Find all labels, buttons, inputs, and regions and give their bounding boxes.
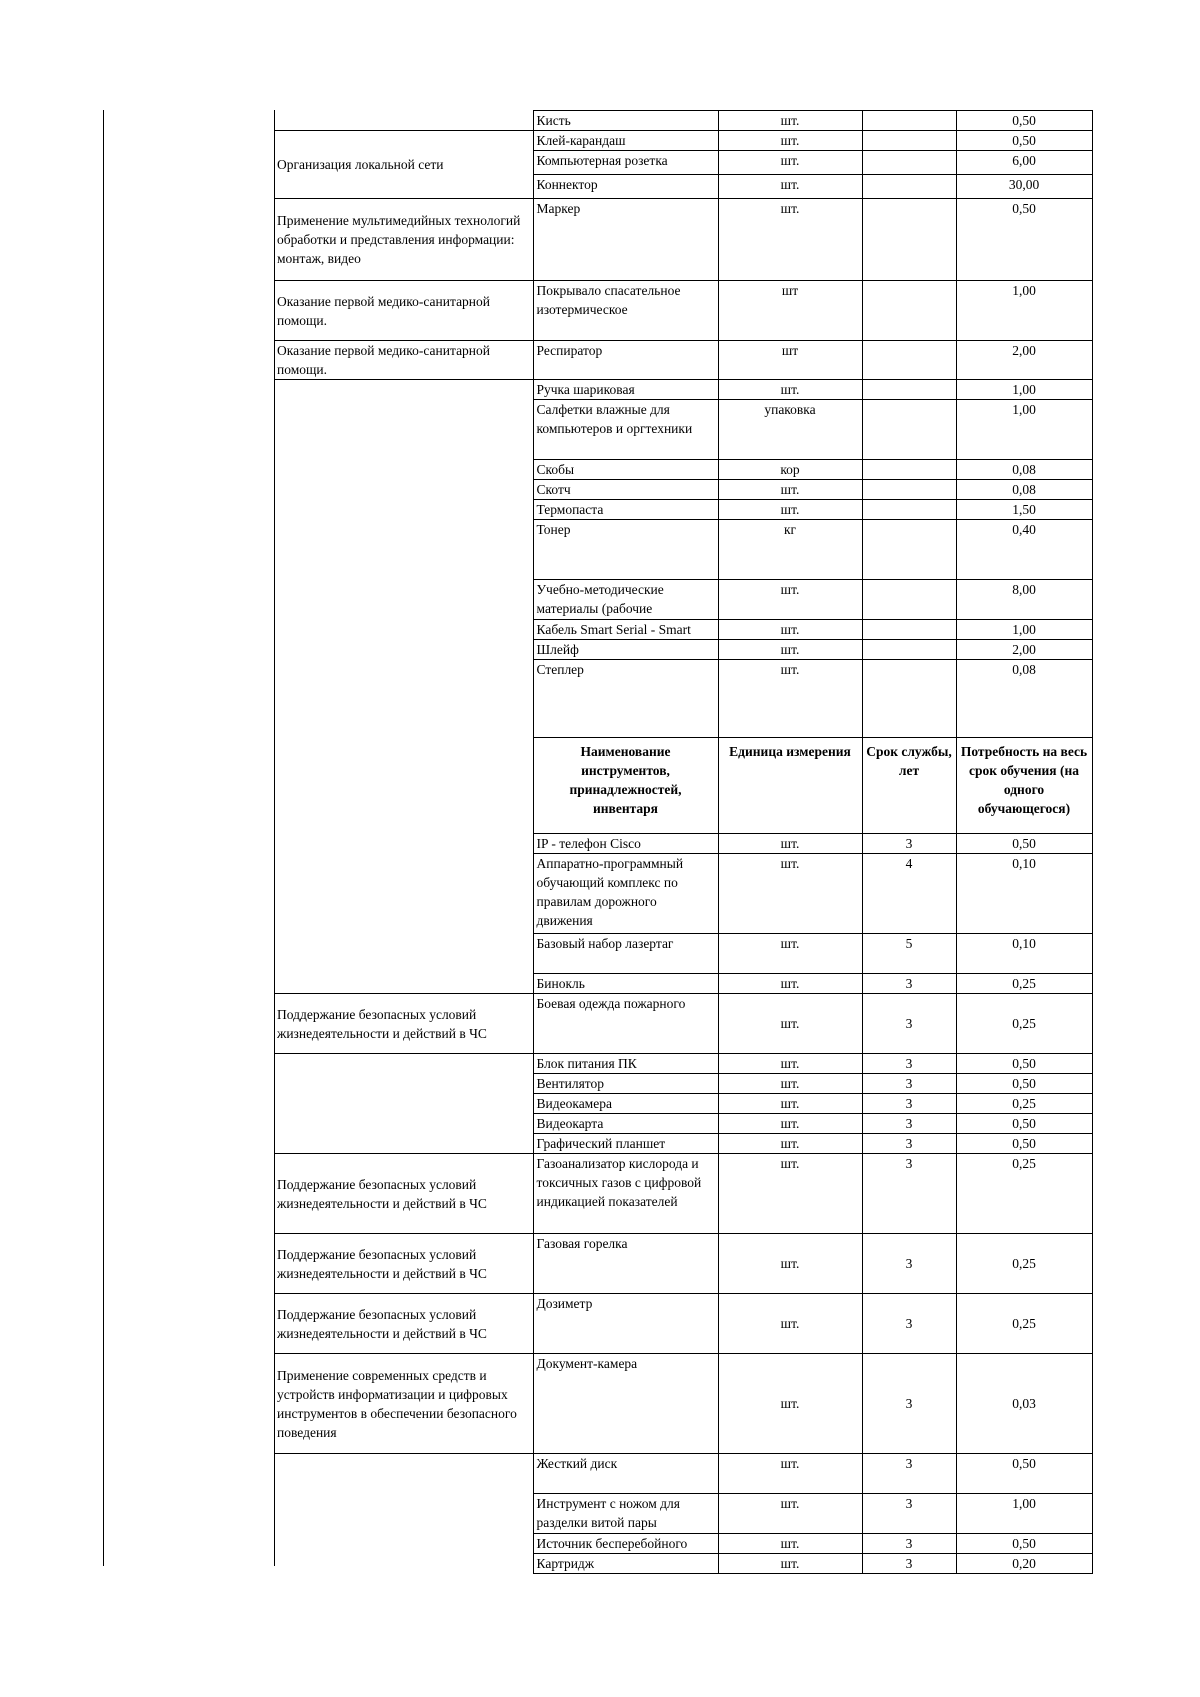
unit-cell: шт. xyxy=(718,480,862,500)
activity-cell: Применение мультимедийных технологий обработки и представления информации: монтаж, видео xyxy=(274,199,533,281)
item-name-cell: Степлер xyxy=(533,660,718,738)
activity-cell: Организация локальной сети xyxy=(274,131,533,199)
unit-cell: шт. xyxy=(718,1534,862,1554)
requirement-cell: 0,50 xyxy=(956,1534,1092,1554)
unit-cell: шт. xyxy=(718,1354,862,1454)
item-name-cell: Маркер xyxy=(533,199,718,281)
service-life-cell xyxy=(862,281,956,341)
item-name-cell: Инструмент с ножом для разделки витой пары xyxy=(533,1494,718,1534)
item-name-cell: Боевая одежда пожарного xyxy=(533,994,718,1054)
item-name-cell: Бинокль xyxy=(533,974,718,994)
item-name-cell: Видеокамера xyxy=(533,1094,718,1114)
requirement-cell: 0,40 xyxy=(956,520,1092,580)
requirement-cell: 2,00 xyxy=(956,640,1092,660)
service-life-cell: Срок службы, лет xyxy=(862,738,956,834)
item-name-cell: Жесткий диск xyxy=(533,1454,718,1494)
service-life-cell xyxy=(862,640,956,660)
service-life-cell xyxy=(862,480,956,500)
service-life-cell xyxy=(862,131,956,151)
unit-cell: шт. xyxy=(718,131,862,151)
item-name-cell: Кабель Smart Serial - Smart xyxy=(533,620,718,640)
unit-cell: шт. xyxy=(718,1074,862,1094)
requirement-cell: 1,00 xyxy=(956,380,1092,400)
requirement-cell: 0,50 xyxy=(956,1074,1092,1094)
unit-cell: шт. xyxy=(718,151,862,175)
requirement-cell: 0,25 xyxy=(956,1094,1092,1114)
item-name-cell: Покрывало спасательное изотермическое xyxy=(533,281,718,341)
service-life-cell xyxy=(862,380,956,400)
item-name-cell: Картридж xyxy=(533,1554,718,1574)
requirement-cell: 0,08 xyxy=(956,460,1092,480)
table-row xyxy=(274,1454,1092,1494)
requirement-cell: 0,50 xyxy=(956,1454,1092,1494)
item-name-cell: Вентилятор xyxy=(533,1074,718,1094)
requirement-cell: 0,50 xyxy=(956,1114,1092,1134)
activity-cell: Поддержание безопасных условий жизнедеятельности и действий в ЧС xyxy=(274,1294,533,1354)
requirement-cell: 30,00 xyxy=(956,175,1092,199)
table-row xyxy=(274,281,1092,341)
requirement-cell: Потребность на весь срок обучения (на одного обучающегося) xyxy=(956,738,1092,834)
item-name-cell: Видеокарта xyxy=(533,1114,718,1134)
activity-cell: Поддержание безопасных условий жизнедеятельности и действий в ЧС xyxy=(274,1234,533,1294)
item-name-cell: Документ-камера xyxy=(533,1354,718,1454)
service-life-cell: 3 xyxy=(862,1234,956,1294)
requirement-cell: 8,00 xyxy=(956,580,1092,620)
unit-cell: шт. xyxy=(718,1094,862,1114)
service-life-cell: 3 xyxy=(862,974,956,994)
activity-cell xyxy=(274,111,533,131)
activity-cell xyxy=(274,1054,533,1154)
service-life-cell xyxy=(862,620,956,640)
unit-cell: шт. xyxy=(718,974,862,994)
service-life-cell xyxy=(862,341,956,380)
service-life-cell: 3 xyxy=(862,1054,956,1074)
requirement-cell: 1,00 xyxy=(956,281,1092,341)
requirement-cell: 1,50 xyxy=(956,500,1092,520)
table-row xyxy=(274,131,1092,151)
requirement-cell: 1,00 xyxy=(956,620,1092,640)
service-life-cell xyxy=(862,199,956,281)
requirement-cell: 0,50 xyxy=(956,199,1092,281)
item-name-cell: Ручка шариковая xyxy=(533,380,718,400)
unit-cell: шт. xyxy=(718,175,862,199)
unit-cell: шт. xyxy=(718,1234,862,1294)
table-row xyxy=(274,1234,1092,1294)
service-life-cell: 3 xyxy=(862,1294,956,1354)
unit-cell: шт. xyxy=(718,1154,862,1234)
table-row xyxy=(274,1354,1092,1454)
item-name-cell: Дозиметр xyxy=(533,1294,718,1354)
service-life-cell: 3 xyxy=(862,1134,956,1154)
activity-cell: Поддержание безопасных условий жизнедеятельности и действий в ЧС xyxy=(274,994,533,1054)
service-life-cell xyxy=(862,151,956,175)
requirement-cell: 1,00 xyxy=(956,400,1092,460)
item-name-cell: Графический планшет xyxy=(533,1134,718,1154)
table-row xyxy=(274,1154,1092,1234)
unit-cell: шт. xyxy=(718,934,862,974)
requirement-cell: 0,25 xyxy=(956,1234,1092,1294)
service-life-cell: 3 xyxy=(862,834,956,854)
unit-cell: Единица измерения xyxy=(718,738,862,834)
requirement-cell: 0,50 xyxy=(956,834,1092,854)
item-name-cell: Респиратор xyxy=(533,341,718,380)
service-life-cell: 3 xyxy=(862,1494,956,1534)
requirement-cell: 0,08 xyxy=(956,660,1092,738)
unit-cell: шт. xyxy=(718,1114,862,1134)
item-name-cell: Скобы xyxy=(533,460,718,480)
item-name-cell: Тонер xyxy=(533,520,718,580)
unit-cell: шт. xyxy=(718,1054,862,1074)
item-name-cell: Кисть xyxy=(533,111,718,131)
service-life-cell: 3 xyxy=(862,1534,956,1554)
requirement-cell: 0,25 xyxy=(956,974,1092,994)
item-name-cell: Учебно-методические материалы (рабочие xyxy=(533,580,718,620)
unit-cell: шт. xyxy=(718,111,862,131)
service-life-cell xyxy=(862,520,956,580)
service-life-cell: 3 xyxy=(862,1154,956,1234)
requirement-cell: 0,10 xyxy=(956,934,1092,974)
requirement-cell: 0,25 xyxy=(956,1154,1092,1234)
item-name-cell: IP - телефон Cisco xyxy=(533,834,718,854)
unit-cell: шт xyxy=(718,341,862,380)
table-row xyxy=(274,994,1092,1054)
item-name-cell: Газоанализатор кислорода и токсичных газов с цифровой индикацией показателей xyxy=(533,1154,718,1234)
table-row xyxy=(274,199,1092,281)
item-name-cell: Блок питания ПК xyxy=(533,1054,718,1074)
unit-cell: шт. xyxy=(718,660,862,738)
service-life-cell: 3 xyxy=(862,1454,956,1494)
requirement-cell: 6,00 xyxy=(956,151,1092,175)
unit-cell: шт. xyxy=(718,1294,862,1354)
item-name-cell: Базовый набор лазертаг xyxy=(533,934,718,974)
table-row xyxy=(274,1294,1092,1354)
unit-cell: кг xyxy=(718,520,862,580)
unit-cell: шт. xyxy=(718,1134,862,1154)
service-life-cell xyxy=(862,660,956,738)
unit-cell: шт. xyxy=(718,994,862,1054)
service-life-cell: 3 xyxy=(862,1554,956,1574)
service-life-cell: 5 xyxy=(862,934,956,974)
service-life-cell: 3 xyxy=(862,1094,956,1114)
unit-cell: шт. xyxy=(718,620,862,640)
service-life-cell: 3 xyxy=(862,1114,956,1134)
item-name-cell: Источник бесперебойного xyxy=(533,1534,718,1554)
left-margin-line xyxy=(103,110,104,1566)
unit-cell: упаковка xyxy=(718,400,862,460)
table-row xyxy=(274,111,1092,131)
requirement-cell: 0,50 xyxy=(956,1054,1092,1074)
unit-cell: шт. xyxy=(718,640,862,660)
requirement-cell: 0,50 xyxy=(956,131,1092,151)
item-name-cell: Скотч xyxy=(533,480,718,500)
requirement-cell: 0,25 xyxy=(956,1294,1092,1354)
unit-cell: шт. xyxy=(718,380,862,400)
activity-cell xyxy=(274,380,533,994)
unit-cell: шт. xyxy=(718,1494,862,1534)
service-life-cell: 3 xyxy=(862,1074,956,1094)
activity-cell: Поддержание безопасных условий жизнедеятельности и действий в ЧС xyxy=(274,1154,533,1234)
unit-cell: шт. xyxy=(718,1554,862,1574)
requirement-cell: 0,20 xyxy=(956,1554,1092,1574)
requirement-cell: 0,50 xyxy=(956,1134,1092,1154)
requirement-cell: 2,00 xyxy=(956,341,1092,380)
service-life-cell xyxy=(862,500,956,520)
table-row xyxy=(274,1054,1092,1074)
requirement-cell: 1,00 xyxy=(956,1494,1092,1534)
item-name-cell: Газовая горелка xyxy=(533,1234,718,1294)
item-name-cell: Коннектор xyxy=(533,175,718,199)
unit-cell: шт. xyxy=(718,580,862,620)
service-life-cell xyxy=(862,111,956,131)
unit-cell: шт. xyxy=(718,854,862,934)
unit-cell: шт. xyxy=(718,1454,862,1494)
item-name-cell: Наименование инструментов, принадлежностей, инвентаря xyxy=(533,738,718,834)
unit-cell: шт. xyxy=(718,500,862,520)
item-name-cell: Аппаратно-программный обучающий комплекс по правилам дорожного движения xyxy=(533,854,718,934)
unit-cell: шт xyxy=(718,281,862,341)
unit-cell: шт. xyxy=(718,199,862,281)
requirement-cell: 0,50 xyxy=(956,111,1092,131)
requirement-cell: 0,25 xyxy=(956,994,1092,1054)
requirement-cell: 0,03 xyxy=(956,1354,1092,1454)
service-life-cell: 4 xyxy=(862,854,956,934)
unit-cell: шт. xyxy=(718,834,862,854)
activity-cell: Применение современных средств и устройств информатизации и цифровых инструментов в обеспечении безопасного поведения xyxy=(274,1354,533,1454)
item-name-cell: Шлейф xyxy=(533,640,718,660)
service-life-cell xyxy=(862,175,956,199)
unit-cell: кор xyxy=(718,460,862,480)
table-row xyxy=(274,380,1092,400)
activity-cell: Оказание первой медико-санитарной помощи. xyxy=(274,281,533,341)
service-life-cell xyxy=(862,400,956,460)
table-row xyxy=(274,341,1092,380)
equipment-table xyxy=(274,110,1093,1574)
requirement-cell: 0,08 xyxy=(956,480,1092,500)
item-name-cell: Термопаста xyxy=(533,500,718,520)
service-life-cell: 3 xyxy=(862,994,956,1054)
service-life-cell xyxy=(862,460,956,480)
activity-cell: Оказание первой медико-санитарной помощи. xyxy=(274,341,533,380)
item-name-cell: Салфетки влажные для компьютеров и оргтехники xyxy=(533,400,718,460)
requirement-cell: 0,10 xyxy=(956,854,1092,934)
service-life-cell: 3 xyxy=(862,1354,956,1454)
item-name-cell: Компьютерная розетка xyxy=(533,151,718,175)
service-life-cell xyxy=(862,580,956,620)
item-name-cell: Клей-карандаш xyxy=(533,131,718,151)
activity-cell xyxy=(274,1454,533,1574)
